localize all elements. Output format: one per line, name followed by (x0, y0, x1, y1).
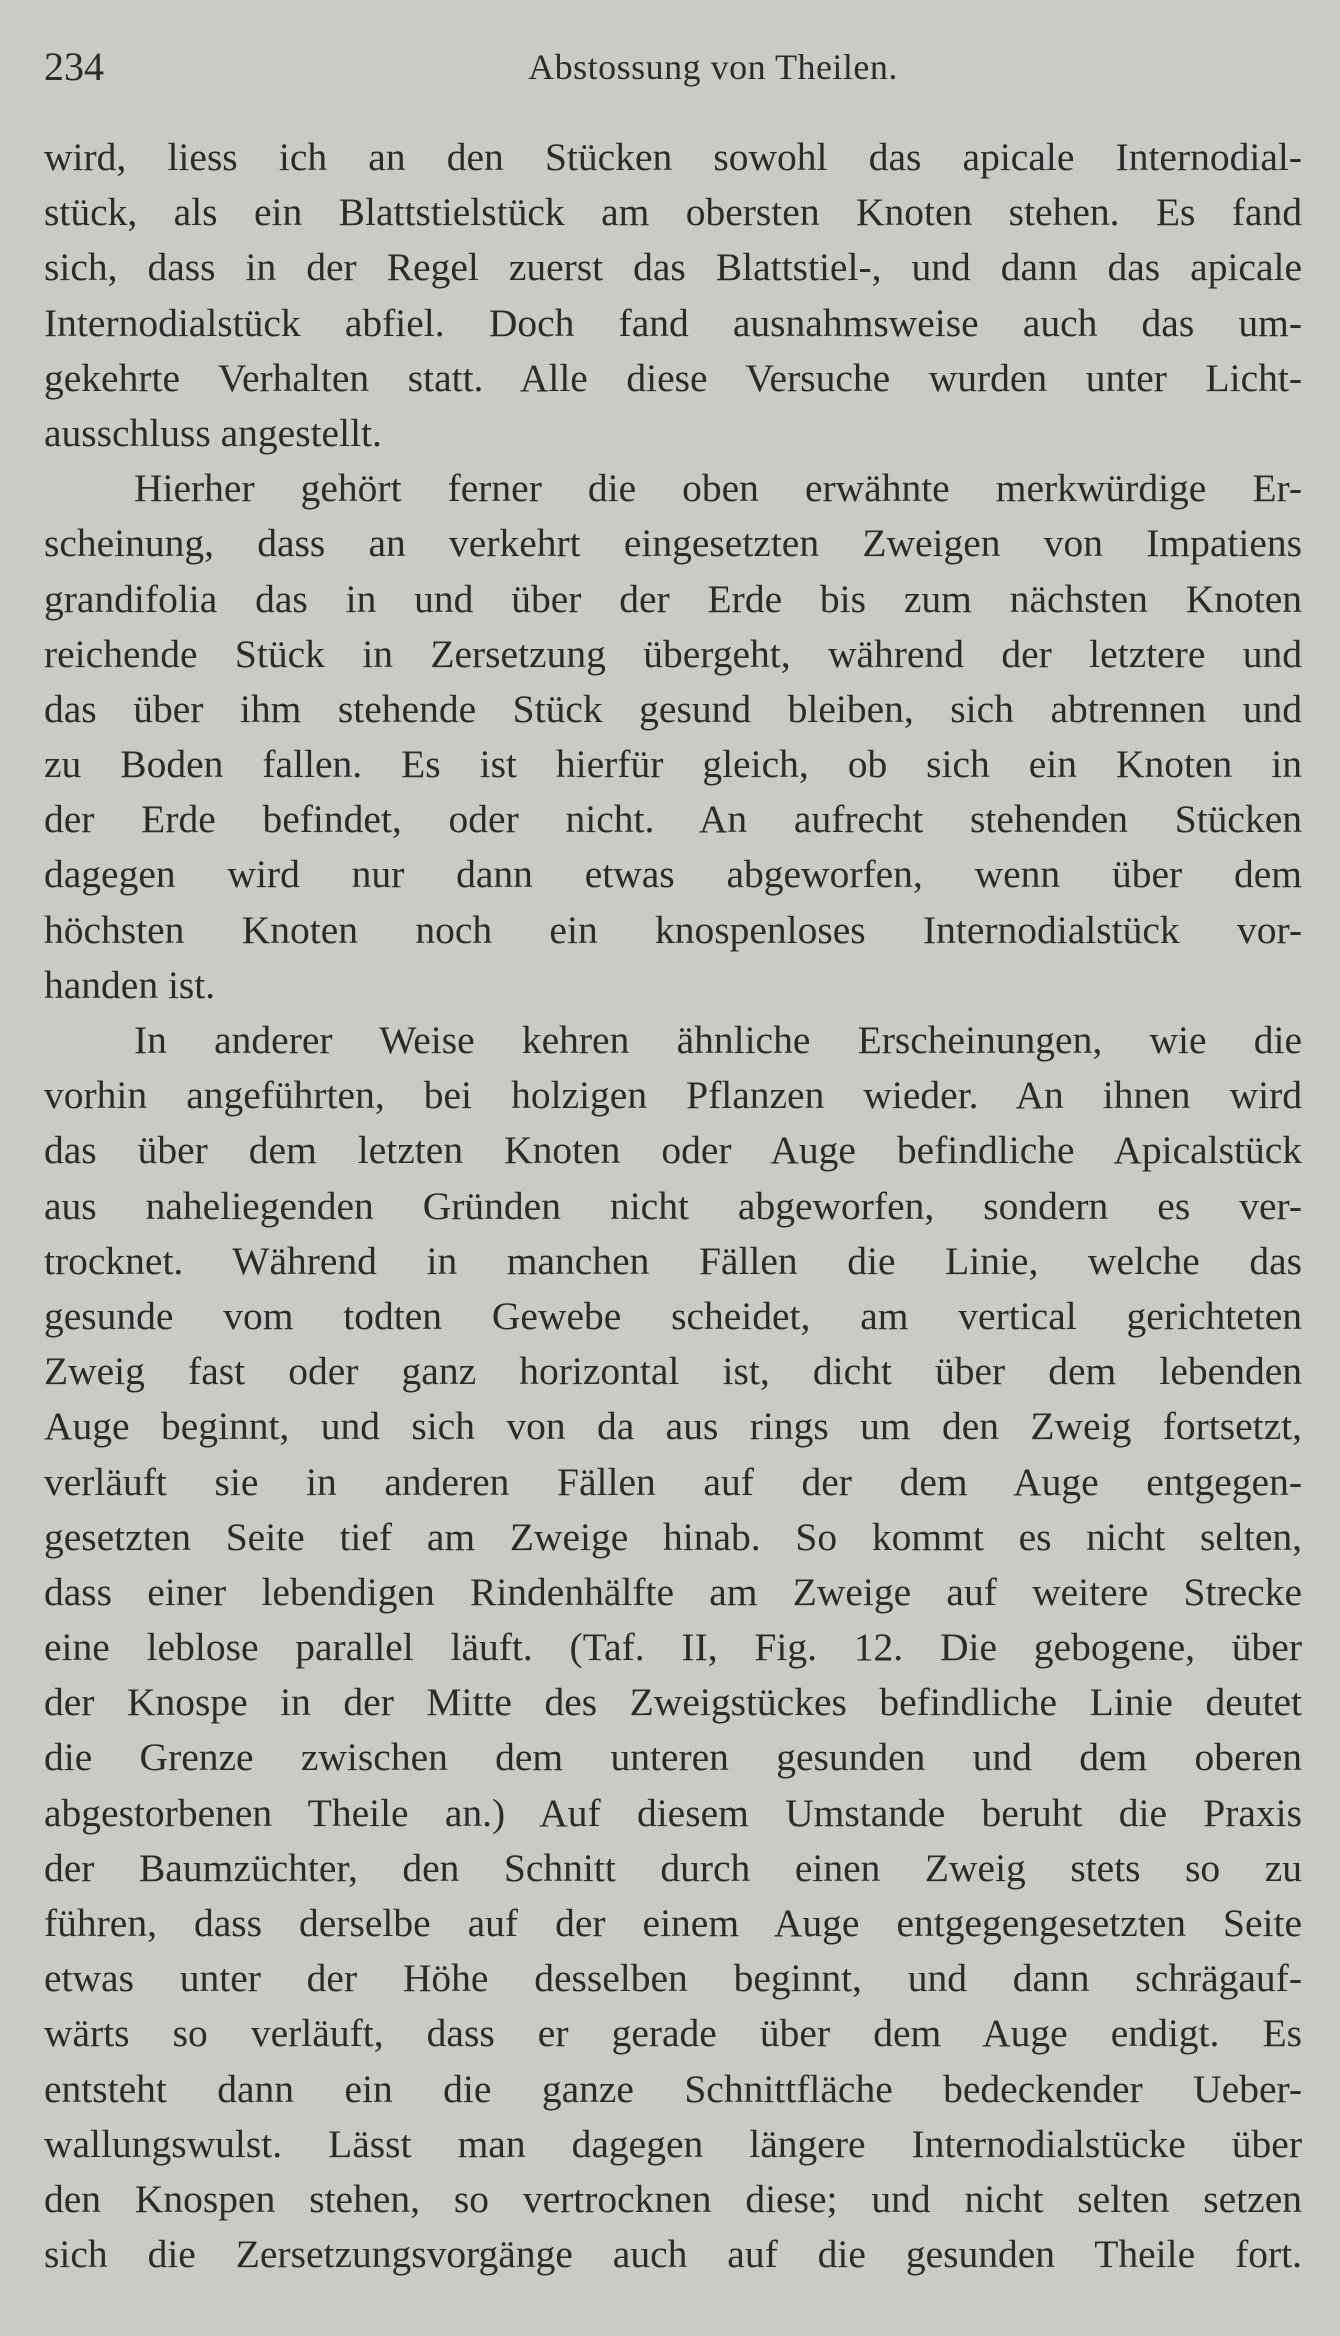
text-line: ausschluss angestellt. (44, 410, 382, 455)
text-line: sich die Zersetzungsvorgänge auch auf die gesunden Theile fort. (44, 2232, 1302, 2277)
text-line: den Knospen stehen, so vertrocknen diese; und nicht selten setzen (44, 2176, 1302, 2221)
text-line: vorhin angeführten, bei holzigen Pflanzen wieder. An ihnen wird (44, 1073, 1302, 1118)
text-line: Internodialstück abfiel. Doch fand ausnahmsweise auch das um- (44, 300, 1302, 345)
text-line: Hierher gehört ferner die oben erwähnte merkwürdige Er- (134, 466, 1302, 511)
text-line: scheinung, dass an verkehrt eingesetzten Zweigen von Impatiens (44, 521, 1302, 566)
text-line: etwas unter der Höhe desselben beginnt, und dann schrägauf- (44, 1956, 1302, 2001)
text-line: wird, liess ich an den Stücken sowohl das apicale Internodial- (44, 135, 1302, 179)
text-line: aus naheliegenden Gründen nicht abgeworfen, sondern es ver- (44, 1183, 1302, 1228)
text-line: reichende Stück in Zersetzung übergeht, während der letztere und (44, 631, 1302, 676)
text-line: gesunde vom todten Gewebe scheidet, am vertical gerichteten (44, 1293, 1302, 1338)
text-line: das über dem letzten Knoten oder Auge befindliche Apicalstück (44, 1128, 1302, 1173)
text-line: der Erde befindet, oder nicht. An aufrecht stehenden Stücken (44, 797, 1302, 842)
text-line: gesetzten Seite tief am Zweige hinab. So kommt es nicht selten, (44, 1514, 1302, 1559)
text-line: handen ist. (44, 962, 216, 1007)
text-line: der Baumzüchter, den Schnitt durch einen Zweig stets so zu (44, 1845, 1302, 1890)
text-line: trocknet. Während in manchen Fällen die Linie, welche das (44, 1238, 1302, 1283)
text-line: wärts so verläuft, dass er gerade über dem Auge endigt. Es (44, 2011, 1302, 2056)
text-line: Auge beginnt, und sich von da aus rings um den Zweig fortsetzt, (44, 1404, 1302, 1449)
page-header (44, 40, 1302, 94)
text-line: der Knospe in der Mitte des Zweigstückes befindliche Linie deutet (44, 1680, 1302, 1725)
text-line: dass einer lebendigen Rindenhälfte am Zweige auf weitere Strecke (44, 1569, 1302, 1614)
text-line: entsteht dann ein die ganze Schnittfläche bedeckender Ueber- (44, 2066, 1302, 2111)
text-line: die Grenze zwischen dem unteren gesunden und dem oberen (44, 1735, 1302, 1780)
text-line: eine leblose parallel läuft. (Taf. II, Fig. 12. Die gebogene, über (44, 1625, 1302, 1670)
text-line: dagegen wird nur dann etwas abgeworfen, wenn über dem (44, 852, 1302, 897)
page-number: 234 (44, 44, 104, 89)
text-line: gekehrte Verhalten statt. Alle diese Versuche wurden unter Licht- (44, 355, 1302, 400)
text-line: wallungswulst. Lässt man dagegen längere Internodialstücke über (44, 2121, 1302, 2166)
text-line: stück, als ein Blattstielstück am obersten Knoten stehen. Es fand (44, 190, 1302, 235)
body-text (44, 130, 1302, 2282)
text-line: grandifolia das in und über der Erde bis zum nächsten Knoten (44, 576, 1302, 621)
text-line: sich, dass in der Regel zuerst das Blattstiel-, und dann das apicale (44, 245, 1302, 290)
text-line: In anderer Weise kehren ähnliche Erscheinungen, wie die (134, 1018, 1302, 1062)
text-line: zu Boden fallen. Es ist hierfür gleich, ob sich ein Knoten in (44, 742, 1302, 787)
text-line: verläuft sie in anderen Fällen auf der dem Auge entgegen- (44, 1459, 1302, 1504)
text-line: höchsten Knoten noch ein knospenloses Internodialstück vor- (44, 907, 1302, 952)
text-line: das über ihm stehende Stück gesund bleiben, sich abtrennen und (44, 686, 1302, 731)
text-line: Zweig fast oder ganz horizontal ist, dicht über dem lebenden (44, 1349, 1302, 1394)
text-line: führen, dass derselbe auf der einem Auge entgegengesetzten Seite (44, 1901, 1302, 1945)
running-title: Abstossung von Theilen. (528, 47, 898, 87)
text-line: abgestorbenen Theile an.) Auf diesem Umstande beruht die Praxis (44, 1790, 1302, 1835)
